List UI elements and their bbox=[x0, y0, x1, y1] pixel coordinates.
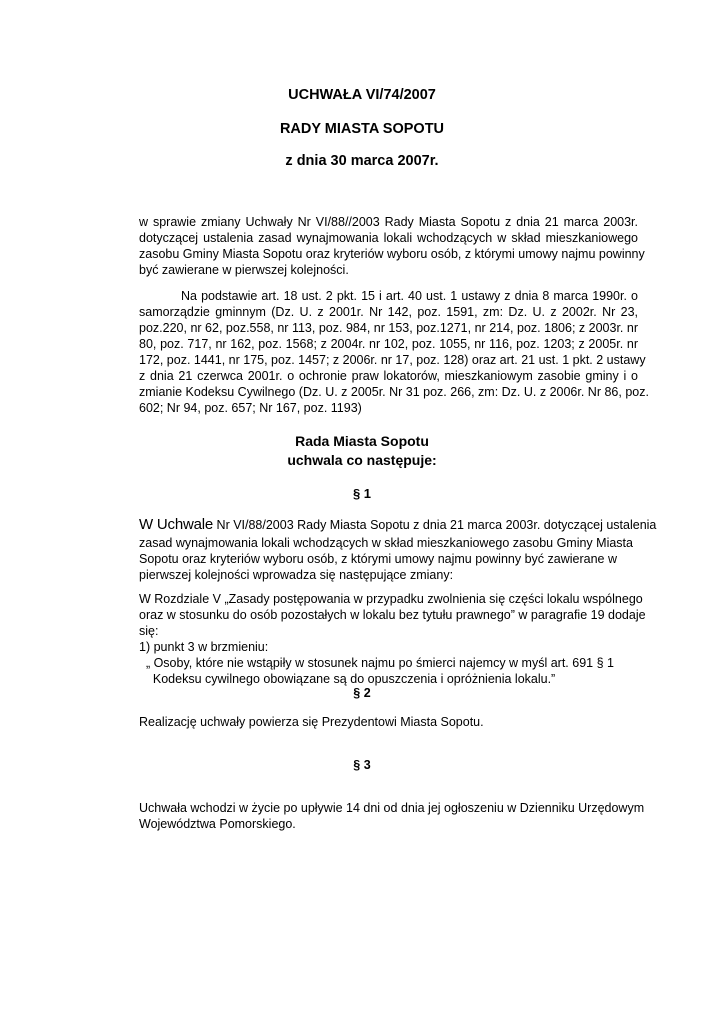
amendment-line: oraz w stosunku do osób pozostałych w lokalu bez tytułu prawnego” w paragrafie 19 dodaje bbox=[139, 608, 646, 622]
legal-basis-line: 602; Nr 94, poz. 657; Nr 167, poz. 1193) bbox=[139, 401, 362, 415]
legal-basis-line: samorządzie gminnym (Dz. U. z 2001r. Nr 142, poz. 1591, zm: Dz. U. z 2002r. Nr 23, bbox=[139, 305, 638, 319]
amendment-quote-line: „ Osoby, które nie wstąpiły w stosunek najmu po śmierci najemcy w myśl art. 691 § 1 bbox=[139, 656, 614, 670]
intro-prefix: W Uchwale bbox=[139, 516, 214, 533]
legal-basis-line: z dnia 21 czerwca 2001r. o ochronie praw lokatorów, mieszkaniowym zasobie gminy i o bbox=[139, 369, 638, 383]
intro-line-rest: Nr VI/88/2003 Rady Miasta Sopotu z dnia 21 marca 2003r. dotyczącej ustalenia bbox=[213, 518, 657, 532]
resolution-number: UCHWAŁA VI/74/2007 bbox=[288, 87, 436, 103]
amendment-line: W Rozdziale V „Zasady postępowania w przypadku zwolnienia się części lokalu wspólnego bbox=[139, 592, 643, 606]
section-1-intro-line: zasad wynajmowania lokali wchodzących w skład mieszkaniowego zasobu Gminy Miasta bbox=[139, 536, 633, 550]
subject-line: zasobu Gminy Miasta Sopotu oraz kryteriów wyboru osób, z którymi umowy najmu powinny bbox=[139, 247, 645, 261]
section-2-text: Realizację uchwały powierza się Prezydentowi Miasta Sopotu. bbox=[139, 715, 484, 729]
amendment-quote-line: Kodeksu cywilnego obowiązane są do opuszczenia i opróżnienia lokalu.” bbox=[139, 672, 556, 686]
legal-basis-line: zmianie Kodeksu Cywilnego (Dz. U. z 2005r. Nr 31 poz. 266, zm: Dz. U. z 2006r. Nr 86, poz. bbox=[139, 385, 649, 399]
legal-basis-line: 80, poz. 717, nr 162, poz. 1568; z 2004r. nr 102, poz. 1055, nr 116, poz. 1203; z 2005r. nr bbox=[139, 337, 638, 351]
legal-basis-line: poz.220, nr 62, poz.558, nr 113, poz. 984, nr 153, poz.1271, nr 214, poz. 1806; z 2003r. nr bbox=[139, 321, 638, 335]
legal-basis-line: 172, poz. 1441, nr 175, poz. 1457; z 2006r. nr 17, poz. 128) oraz art. 21 ust. 1 pkt. 2 ustawy bbox=[139, 353, 646, 367]
legal-basis-line: Na podstawie art. 18 ust. 2 pkt. 15 i art. 40 ust. 1 ustawy z dnia 8 marca 1990r. o bbox=[181, 289, 638, 303]
section-1-heading: § 1 bbox=[352, 486, 372, 501]
legal-basis-paragraph bbox=[139, 288, 649, 416]
council-resolves-line2: uchwala co następuje: bbox=[287, 452, 437, 468]
section-3-heading: § 3 bbox=[353, 758, 371, 772]
council-resolves-line1: Rada Miasta Sopotu bbox=[295, 433, 429, 449]
subject-paragraph bbox=[139, 214, 645, 278]
section-3-line: Uchwała wchodzi w życie po upływie 14 dni od dnia jej ogłoszeniu w Dzienniku Urzędowym bbox=[139, 801, 645, 815]
subject-line: być zawierane w pierwszej kolejności. bbox=[139, 263, 349, 277]
resolution-date: z dnia 30 marca 2007r. bbox=[285, 153, 439, 169]
section-1-intro-first-line bbox=[139, 517, 656, 533]
subject-line: w sprawie zmiany Uchwały Nr VI/88//2003 Rady Miasta Sopotu z dnia 21 marca 2003r. bbox=[139, 215, 638, 229]
section-3-line: Województwa Pomorskiego. bbox=[139, 817, 296, 831]
amendment-point: 1) punkt 3 w brzmieniu: bbox=[139, 640, 269, 654]
section-2-heading: § 2 bbox=[353, 686, 371, 700]
section-1-intro-line: pierwszej kolejności wprowadza się następujące zmiany: bbox=[139, 568, 454, 582]
subject-line: dotyczącej ustalenia zasad wynajmowania lokali wchodzących w skład mieszkaniowego bbox=[139, 231, 638, 245]
council-name: RADY MIASTA SOPOTU bbox=[279, 121, 445, 137]
section-1-intro-line: Sopotu oraz kryteriów wyboru osób, z którymi umowy najmu powinny być zawierane w bbox=[139, 552, 617, 566]
amendment-line: się: bbox=[139, 624, 159, 638]
